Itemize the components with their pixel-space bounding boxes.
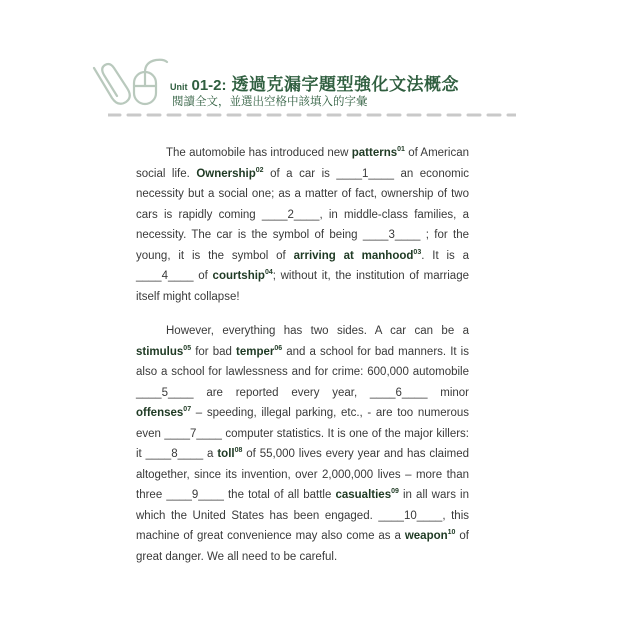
vocab-number: 04 (264, 269, 273, 277)
passage-text: – speeding, illegal parking, etc., - are too numerous even ____7____ computer statistics. It is one of the major killers: it ____8____ a (136, 407, 469, 460)
vocab-word-text: toll (217, 448, 235, 460)
vocab-word (405, 530, 456, 542)
passage-text: of a car is ____1____ an economic necessity but a social one; as a matter of fact, ownership of two cars is rapidly coming ____2____, in middle-class families, a necessity. The car is the symbol of being ____3____ ; for the young, it is the symbol of (136, 167, 470, 262)
unit-label: Unit (170, 82, 188, 92)
passage-text: The automobile has introduced new (166, 147, 352, 159)
vocab-number: 09 (391, 488, 399, 496)
vocab-number: 10 (447, 529, 456, 537)
passage-text: . It is a ____4____ of (136, 249, 470, 282)
passage-text: However, everything has two sides. A car can be a (166, 325, 469, 337)
vocab-number: 08 (234, 447, 243, 455)
paragraph (136, 321, 469, 567)
vocab-word (213, 270, 273, 282)
passage-text: ; without it, the institution of marriage itself might collapse! (136, 270, 469, 303)
vocab-word-text: weapon (404, 530, 448, 542)
unit-number: 01-2 (191, 77, 222, 94)
paperclip-mouse-icon (90, 58, 170, 114)
vocab-number: 03 (413, 248, 422, 256)
vocab-word (335, 489, 398, 501)
vocab-word-text: arriving at manhood (293, 249, 414, 262)
vocab-word (136, 346, 191, 358)
unit-heading (170, 70, 459, 95)
dashed-divider (108, 112, 516, 118)
vocab-word (136, 407, 191, 419)
paragraph (136, 143, 469, 307)
vocab-word-text: offenses (136, 407, 184, 419)
vocab-number: 07 (183, 406, 192, 414)
instruction-text: 閱讀全文，並選出空格中該填入的字彙 (172, 96, 368, 108)
passage (136, 143, 469, 581)
vocab-word-text: casualties (335, 489, 392, 501)
unit-title: 透過克漏字題型強化文法概念 (231, 75, 460, 94)
vocab-word (352, 147, 405, 159)
vocab-word (236, 346, 282, 358)
vocab-word-text: stimulus (136, 345, 184, 358)
vocab-number: 06 (274, 344, 283, 352)
paperclip-icon (94, 64, 130, 104)
passage-text: of great danger. We all need to be careful. (136, 530, 469, 563)
vocab-word (217, 448, 242, 460)
vocab-word-text: courtship (212, 270, 265, 282)
vocab-number: 01 (397, 146, 405, 154)
vocab-number: 05 (183, 344, 192, 352)
vocab-word (294, 250, 422, 262)
vocab-word-text: Ownership (196, 167, 256, 180)
vocab-word-text: patterns (351, 147, 398, 159)
vocab-word (196, 168, 263, 180)
vocab-number: 02 (255, 166, 264, 174)
unit-colon: : (221, 77, 227, 94)
passage-text: in all wars in which the United States has been engaged. ____10____, this machine of great convenience may also come as a (136, 489, 470, 542)
passage-text: of 55,000 lives every year and has claimed altogether, since its invention, over 2,000,000 lives – more than three ____9____ the total of all battle (136, 448, 470, 501)
vocab-word-text: temper (236, 345, 275, 358)
passage-text: and a school for bad manners. It is also a school for lawlessness and for crime: 600,000 automobile ____5____ are reported every year, ____6____ minor (136, 345, 469, 399)
passage-text: for bad (191, 345, 236, 358)
passage-text: of American social life. (136, 147, 469, 180)
